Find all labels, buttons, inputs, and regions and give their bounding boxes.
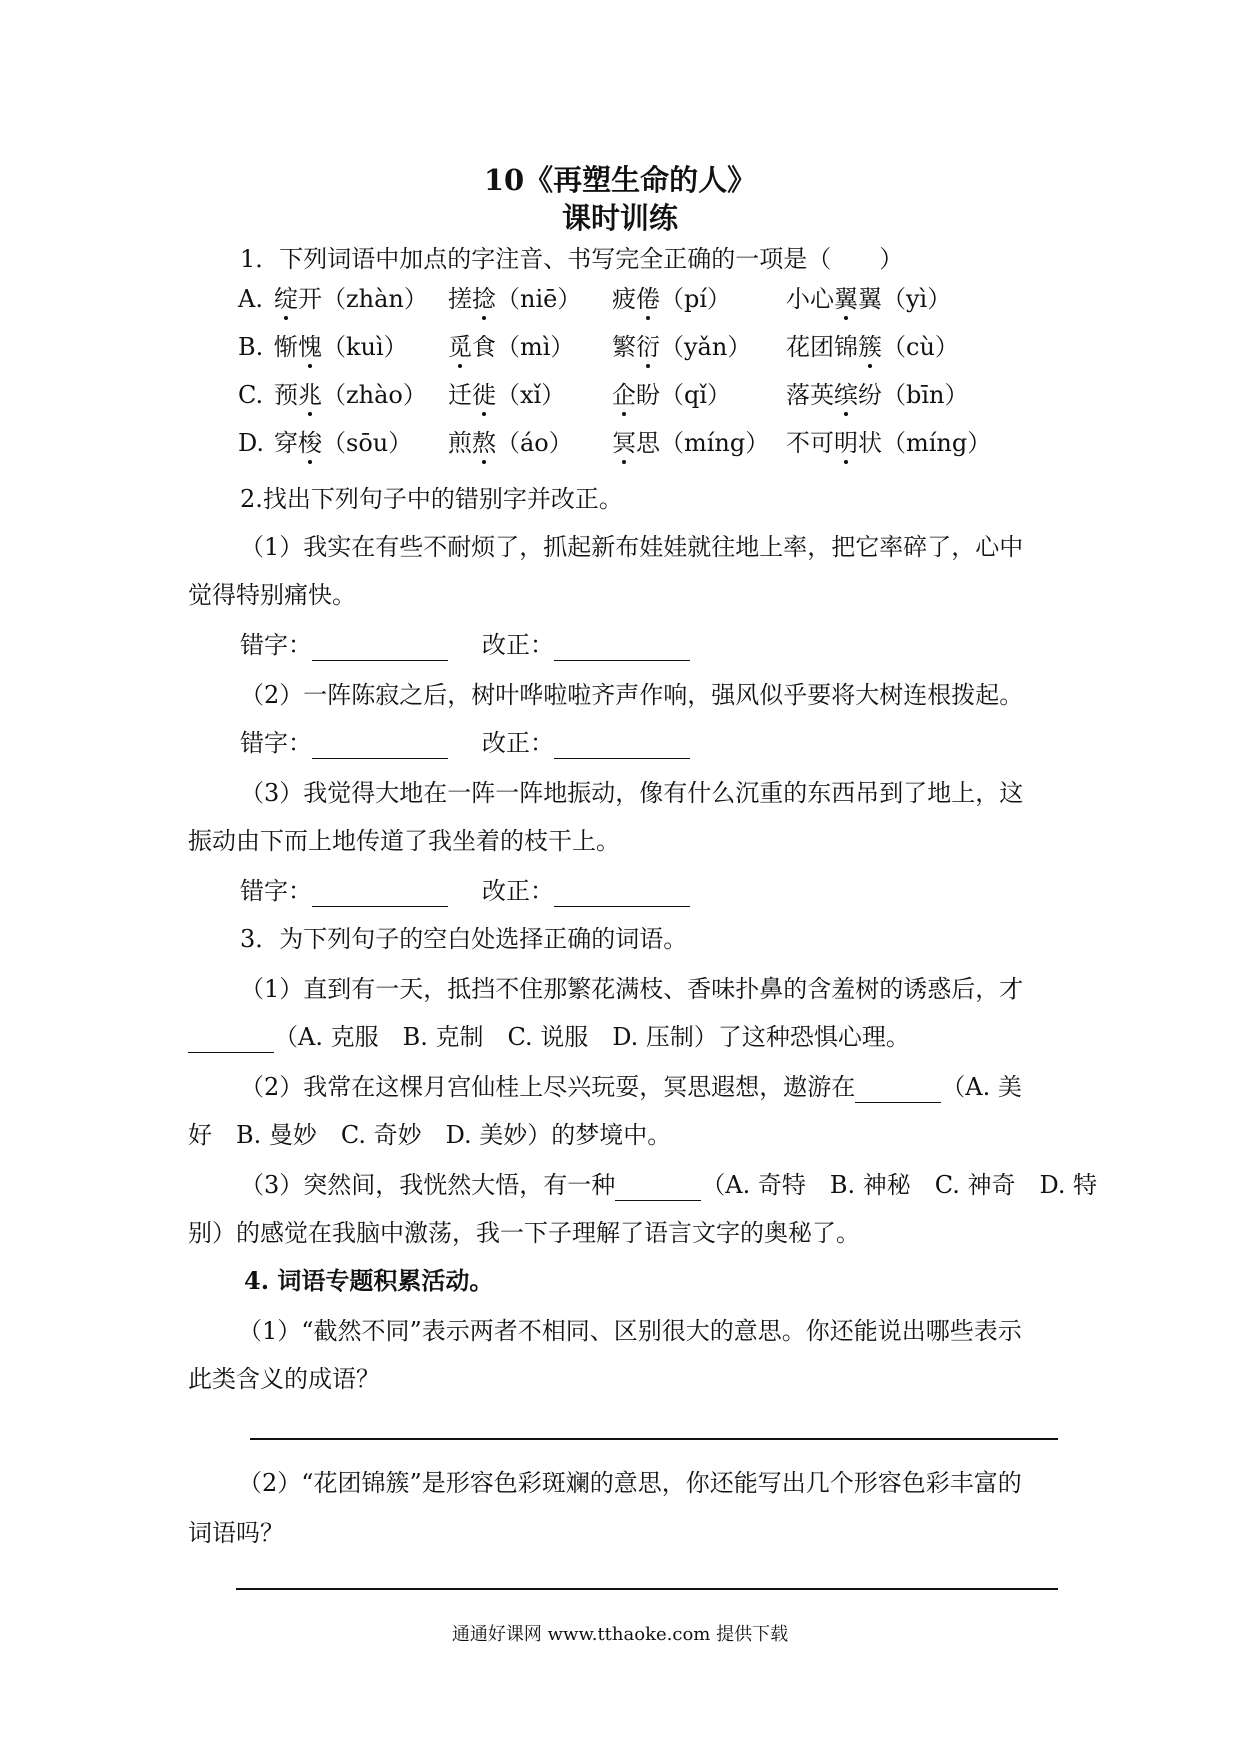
q2-sentence-2: （2）一阵陈寂之后，树叶哗啦啦齐声作响，强风似乎要将大树连根拨起。 <box>240 681 1024 709</box>
q4-stem: 4. 词语专题积累活动。 <box>244 1266 494 1295</box>
q2-answer-row <box>240 728 690 759</box>
wrong-char-blank[interactable] <box>312 728 448 759</box>
wrong-char-label: 错字： <box>240 631 312 659</box>
answer-line[interactable] <box>250 1438 1058 1440</box>
fix-blank[interactable] <box>554 630 690 661</box>
option-item: 觅食（mì） <box>448 333 575 361</box>
dotted-char: 倦 <box>636 285 660 313</box>
dotted-char: 衍 <box>636 333 660 361</box>
q3-sentence-3-cont: 别）的感觉在我脑中激荡，我一下子理解了语言文字的奥秘了。 <box>188 1219 860 1247</box>
q4-sentence-1-cont: 此类含义的成语？ <box>188 1365 380 1393</box>
q3-sentence-2-cont: 好 B. 曼妙 C. 奇妙 D. 美妙）的梦境中。 <box>188 1121 672 1149</box>
q2-answer-row <box>240 876 690 907</box>
q4-sentence-1: （1）“截然不同”表示两者不相同、区别很大的意思。你还能说出哪些表示 <box>238 1317 1022 1345</box>
option-item: 不可明状（míng） <box>786 429 992 457</box>
fix-label: 改正： <box>482 729 554 757</box>
q3-sentence-1-cont: （A. 克服 B. 克制 C. 说服 D. 压制）了这种恐惧心理。 <box>188 1022 910 1053</box>
option-item: 落英缤纷（bīn） <box>786 381 969 409</box>
option-item: 煎熬（áo） <box>448 429 573 457</box>
q4-sentence-2-cont: 词语吗？ <box>188 1519 284 1547</box>
fill-blank[interactable] <box>615 1170 701 1201</box>
dotted-char: 熬 <box>472 429 496 457</box>
option-letter: A. <box>238 285 263 313</box>
option-letter: C. <box>238 381 264 409</box>
option-item: 小心翼翼（yì） <box>786 285 952 313</box>
wrong-char-blank[interactable] <box>312 876 448 907</box>
fix-label: 改正： <box>482 877 554 905</box>
option-item: 花团锦簇（cù） <box>786 333 959 361</box>
q2-sentence-1-cont: 觉得特别痛快。 <box>188 581 356 609</box>
q3-sentence-1: （1）直到有一天，抵挡不住那繁花满枝、香味扑鼻的含羞树的诱惑后，才 <box>240 975 1024 1003</box>
fix-blank[interactable] <box>554 728 690 759</box>
wrong-char-label: 错字： <box>240 729 312 757</box>
page-subtitle: 课时训练 <box>561 201 678 235</box>
dotted-char: 梭 <box>298 429 322 457</box>
q3-stem: 3．为下列句子的空白处选择正确的词语。 <box>240 925 688 953</box>
q4-sentence-2: （2）“花团锦簇”是形容色彩斑斓的意思，你还能写出几个形容色彩丰富的 <box>238 1469 1022 1497</box>
footer-credit: 通通好课网 www.tthaoke.com 提供下载 <box>451 1624 789 1645</box>
option-item: 疲倦（pí） <box>612 285 732 313</box>
q1-stem: 1．下列词语中加点的字注音、书写完全正确的一项是（ ） <box>240 245 904 273</box>
dotted-char: 绽 <box>274 285 298 313</box>
option-letter: D. <box>238 429 265 457</box>
dotted-char: 簇 <box>858 333 882 361</box>
fill-blank[interactable] <box>855 1072 941 1103</box>
option-item: 搓捻（niē） <box>448 285 582 313</box>
q2-answer-row <box>240 630 690 661</box>
option-item: 企盼（qǐ） <box>612 381 732 409</box>
dotted-char: 愧 <box>298 333 322 361</box>
dotted-char: 企 <box>612 381 636 409</box>
dotted-char: 翼 <box>834 285 858 313</box>
q3-sentence-3: （3）突然间，我恍然大悟，有一种 （A. 奇特 B. 神秘 C. 神奇 D. 特 <box>240 1171 1098 1199</box>
option-item: 穿梭（sōu） <box>274 429 413 457</box>
option-item: 迁徙（xǐ） <box>448 381 566 409</box>
option-item: 惭愧（kuì） <box>274 333 408 361</box>
wrong-char-blank[interactable] <box>312 630 448 661</box>
dotted-char: 捻 <box>472 285 496 313</box>
q2-sentence-3: （3）我觉得大地在一阵一阵地振动，像有什么沉重的东西吊到了地上，这 <box>240 779 1024 807</box>
wrong-char-label: 错字： <box>240 877 312 905</box>
q2-stem: 2.找出下列句子中的错别字并改正。 <box>240 485 623 513</box>
option-letter: B. <box>238 333 264 361</box>
option-item: 绽开（zhàn） <box>274 285 428 313</box>
dotted-char: 缤 <box>834 381 858 409</box>
option-item: 繁衍（yǎn） <box>612 333 752 361</box>
fix-blank[interactable] <box>554 876 690 907</box>
q2-sentence-1: （1）我实在有些不耐烦了，抓起新布娃娃就往地上率，把它率碎了，心中 <box>240 533 1024 561</box>
dotted-char: 冥 <box>612 429 636 457</box>
dotted-char: 徙 <box>472 381 496 409</box>
option-item: 预兆（zhào） <box>274 381 427 409</box>
dotted-char: 明 <box>834 429 858 457</box>
fix-label: 改正： <box>482 631 554 659</box>
q2-sentence-3-cont: 振动由下而上地传道了我坐着的枝干上。 <box>188 827 620 855</box>
dotted-char: 兆 <box>298 381 322 409</box>
answer-line[interactable] <box>236 1588 1058 1590</box>
fill-blank[interactable] <box>188 1022 274 1053</box>
option-item: 冥思（míng） <box>612 429 770 457</box>
q3-sentence-2: （2）我常在这棵月宫仙桂上尽兴玩耍，冥思遐想，遨游在 （A. 美 <box>240 1073 1022 1101</box>
page-title: 10《再塑生命的人》 <box>483 163 757 197</box>
dotted-char: 觅 <box>448 333 472 361</box>
